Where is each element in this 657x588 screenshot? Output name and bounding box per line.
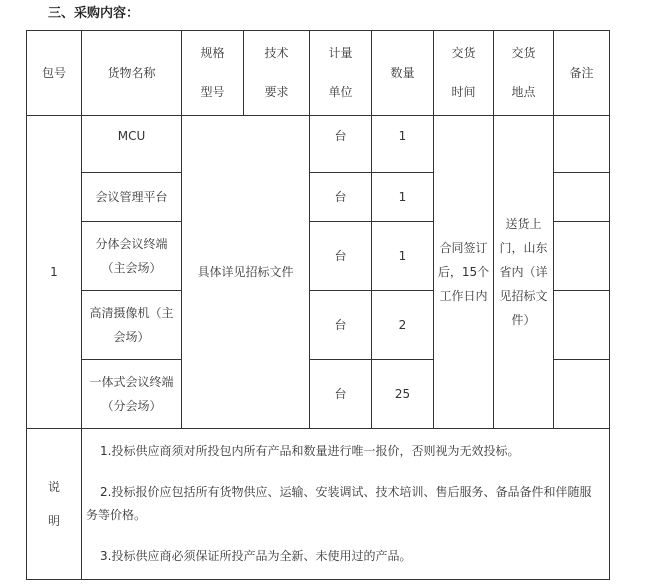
notes-label-line2: 明 <box>47 514 60 528</box>
header-unit-line1: 计量 <box>328 46 353 60</box>
unit-cell: 台 <box>310 291 372 360</box>
header-remarks: 备注 <box>554 31 610 116</box>
goods-name-cell <box>82 222 182 291</box>
header-spec <box>182 31 244 116</box>
header-delivery-place-line1: 交货 <box>511 46 536 60</box>
header-unit <box>310 31 372 116</box>
remarks-cell <box>554 360 610 429</box>
header-tech-line2: 要求 <box>264 85 289 99</box>
goods-name-cell <box>82 360 182 429</box>
header-delivery-place <box>494 31 554 116</box>
spec-tech-cell: 具体详见招标文件 <box>182 116 310 429</box>
goods-name-line1: 高清摄像机（主 <box>89 306 174 320</box>
goods-name-line2: （分会场） <box>101 399 162 413</box>
header-package-no: 包号 <box>27 31 82 116</box>
goods-name-cell <box>82 173 182 222</box>
quantity-cell: 1 <box>372 173 434 222</box>
remarks-cell <box>554 116 610 173</box>
delivery-place-line3: 省内（详 <box>499 265 548 279</box>
delivery-time-line1: 合同签订 <box>439 241 488 255</box>
goods-name-line1: MCU <box>117 129 146 143</box>
unit-cell: 台 <box>310 222 372 291</box>
header-delivery-place-line2: 地点 <box>511 85 536 99</box>
unit-cell: 台 <box>310 116 372 173</box>
delivery-time-cell <box>434 116 494 429</box>
quantity-cell: 25 <box>372 360 434 429</box>
header-tech-line1: 技术 <box>264 46 289 60</box>
header-goods-name: 货物名称 <box>82 31 182 116</box>
remarks-cell <box>554 222 610 291</box>
notes-row <box>27 429 610 580</box>
header-delivery-time-line2: 时间 <box>451 85 476 99</box>
remarks-cell <box>554 291 610 360</box>
delivery-time-line3: 工作日内 <box>439 289 488 303</box>
delivery-place-cell <box>494 116 554 429</box>
quantity-cell: 2 <box>372 291 434 360</box>
delivery-time-line2: 后，15个 <box>437 265 490 279</box>
header-unit-line2: 单位 <box>328 85 353 99</box>
section-title: 三、采购内容： <box>48 6 140 21</box>
goods-name-line1: 分体会议终端 <box>95 237 168 251</box>
header-spec-line2: 型号 <box>200 85 225 99</box>
header-spec-line1: 规格 <box>200 46 225 60</box>
procurement-table <box>26 30 610 580</box>
goods-name-line1: 会议管理平台 <box>95 190 168 204</box>
quantity-cell: 1 <box>372 222 434 291</box>
unit-cell: 台 <box>310 173 372 222</box>
header-tech <box>244 31 310 116</box>
package-no-cell: 1 <box>27 116 82 429</box>
header-quantity: 数量 <box>372 31 434 116</box>
remarks-cell <box>554 173 610 222</box>
note-item-2: 2.投标报价应包括所有货物供应、运输、安装调试、技术培训、售后服务、备品备件和伴随服务等价格。 <box>86 485 592 522</box>
delivery-place-line5: 件） <box>511 313 536 327</box>
note-item-3: 3.投标供应商必须保证所投产品为全新、未使用过的产品。 <box>100 549 412 563</box>
quantity-cell: 1 <box>372 116 434 173</box>
goods-name-cell <box>82 116 182 173</box>
notes-label-cell <box>27 429 82 580</box>
goods-name-cell <box>82 291 182 360</box>
header-row <box>27 31 610 116</box>
table-row <box>27 116 610 173</box>
delivery-place-line1: 送货上 <box>505 217 542 231</box>
delivery-place-line2: 门，山东 <box>499 241 548 255</box>
notes-content <box>82 429 610 580</box>
goods-name-line2: 会场） <box>113 330 150 344</box>
note-item-1: 1.投标供应商须对所投包内所有产品和数量进行唯一报价，否则视为无效投标。 <box>100 444 520 458</box>
delivery-place-line4: 见招标文 <box>499 289 548 303</box>
goods-name-line1: 一体式会议终端 <box>89 375 174 389</box>
header-delivery-time-line1: 交货 <box>451 46 476 60</box>
goods-name-line2: （主会场） <box>101 261 162 275</box>
notes-label-line1: 说 <box>47 480 60 494</box>
unit-cell: 台 <box>310 360 372 429</box>
header-delivery-time <box>434 31 494 116</box>
